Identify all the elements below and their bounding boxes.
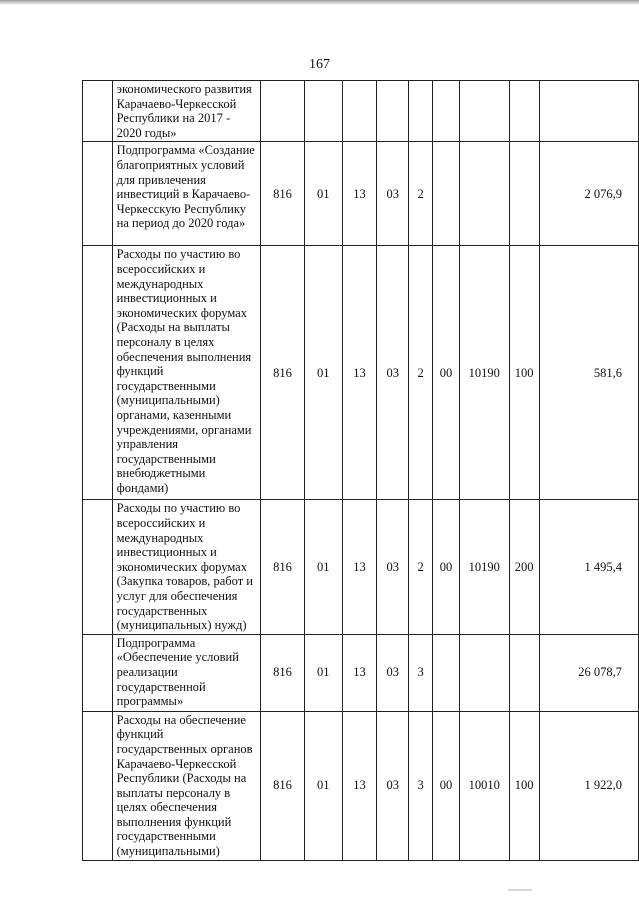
expense-type-cell: 100 [509, 246, 539, 500]
subprogram-code-cell: 3 [409, 711, 433, 860]
program-code-cell: 03 [377, 246, 409, 500]
row-index-cell [83, 81, 113, 142]
expense-code-cell: 10190 [459, 246, 509, 500]
table-row [83, 634, 639, 711]
direction-code-cell [433, 81, 460, 142]
direction-code-cell [433, 634, 460, 711]
amount-cell: 26 078,7 [539, 634, 638, 711]
subsection-code-cell: 13 [342, 246, 377, 500]
table-row [83, 81, 639, 142]
subprogram-code-cell: 2 [409, 246, 433, 500]
row-index-cell [83, 142, 113, 246]
subsection-code-cell: 13 [342, 634, 377, 711]
budget-table [82, 80, 639, 861]
subsection-code-cell: 13 [342, 142, 377, 246]
expense-code-cell: 10190 [459, 500, 509, 634]
program-code-cell [377, 81, 409, 142]
ministry-code-cell [261, 81, 305, 142]
table-row [83, 246, 639, 500]
program-code-cell: 03 [377, 711, 409, 860]
scan-artifact [508, 889, 532, 891]
program-code-cell: 03 [377, 634, 409, 711]
expense-type-cell [509, 81, 539, 142]
table-row [83, 500, 639, 634]
expense-code-cell [459, 634, 509, 711]
expense-type-cell: 100 [509, 711, 539, 860]
section-code-cell: 01 [304, 142, 342, 246]
direction-code-cell: 00 [433, 711, 460, 860]
program-code-cell: 03 [377, 500, 409, 634]
ministry-code-cell: 816 [261, 500, 305, 634]
expense-code-cell: 10010 [459, 711, 509, 860]
scan-top-edge [0, 0, 639, 5]
direction-code-cell: 00 [433, 500, 460, 634]
subprogram-code-cell: 2 [409, 142, 433, 246]
section-code-cell: 01 [304, 500, 342, 634]
table-row [83, 711, 639, 860]
row-index-cell [83, 500, 113, 634]
ministry-code-cell: 816 [261, 634, 305, 711]
expense-name-cell: экономического развития Карачаево-Черкесской Республики на 2017 - 2020 годы» [112, 81, 261, 142]
expense-code-cell [459, 81, 509, 142]
ministry-code-cell: 816 [261, 246, 305, 500]
expense-type-cell [509, 634, 539, 711]
direction-code-cell [433, 142, 460, 246]
expense-type-cell: 200 [509, 500, 539, 634]
expense-name-cell: Расходы по участию во всероссийских и международных инвестиционных и экономических форумах (Закупка товаров, работ и услуг для обеспечения государственных (муниципальных) нужд) [112, 500, 261, 634]
subprogram-code-cell: 2 [409, 500, 433, 634]
section-code-cell: 01 [304, 634, 342, 711]
row-index-cell [83, 711, 113, 860]
amount-cell: 2 076,9 [539, 142, 638, 246]
ministry-code-cell: 816 [261, 142, 305, 246]
subsection-code-cell: 13 [342, 711, 377, 860]
subprogram-code-cell [409, 81, 433, 142]
row-index-cell [83, 246, 113, 500]
ministry-code-cell: 816 [261, 711, 305, 860]
amount-cell: 581,6 [539, 246, 638, 500]
expense-name-cell: Подпрограмма «Создание благоприятных условий для привлечения инвестиций в Карачаево-Черкесскую Республику на период до 2020 года» [112, 142, 261, 246]
program-code-cell: 03 [377, 142, 409, 246]
amount-cell: 1 922,0 [539, 711, 638, 860]
section-code-cell: 01 [304, 711, 342, 860]
amount-cell [539, 81, 638, 142]
section-code-cell: 01 [304, 246, 342, 500]
amount-cell: 1 495,4 [539, 500, 638, 634]
subsection-code-cell [342, 81, 377, 142]
expense-code-cell [459, 142, 509, 246]
row-index-cell [83, 634, 113, 711]
expense-name-cell: Расходы на обеспечение функций государственных органов Карачаево-Черкесской Республики (Расходы на выплаты персоналу в целях обеспечения выполнения функций государственными (муниципальными) [112, 711, 261, 860]
expense-name-cell: Расходы по участию во всероссийских и международных инвестиционных и экономических форумах (Расходы на выплаты персоналу в целях обеспечения выполнения функций государственными (муниципальными) органами, казенными учреждениями, органами управления государственными внебюджетными фондами) [112, 246, 261, 500]
expense-type-cell [509, 142, 539, 246]
subsection-code-cell: 13 [342, 500, 377, 634]
section-code-cell [304, 81, 342, 142]
subprogram-code-cell: 3 [409, 634, 433, 711]
expense-name-cell: Подпрограмма «Обеспечение условий реализации государственной программы» [112, 634, 261, 711]
direction-code-cell: 00 [433, 246, 460, 500]
page-number: 167 [309, 57, 330, 72]
table-row [83, 142, 639, 246]
budget-table-body [83, 81, 639, 861]
